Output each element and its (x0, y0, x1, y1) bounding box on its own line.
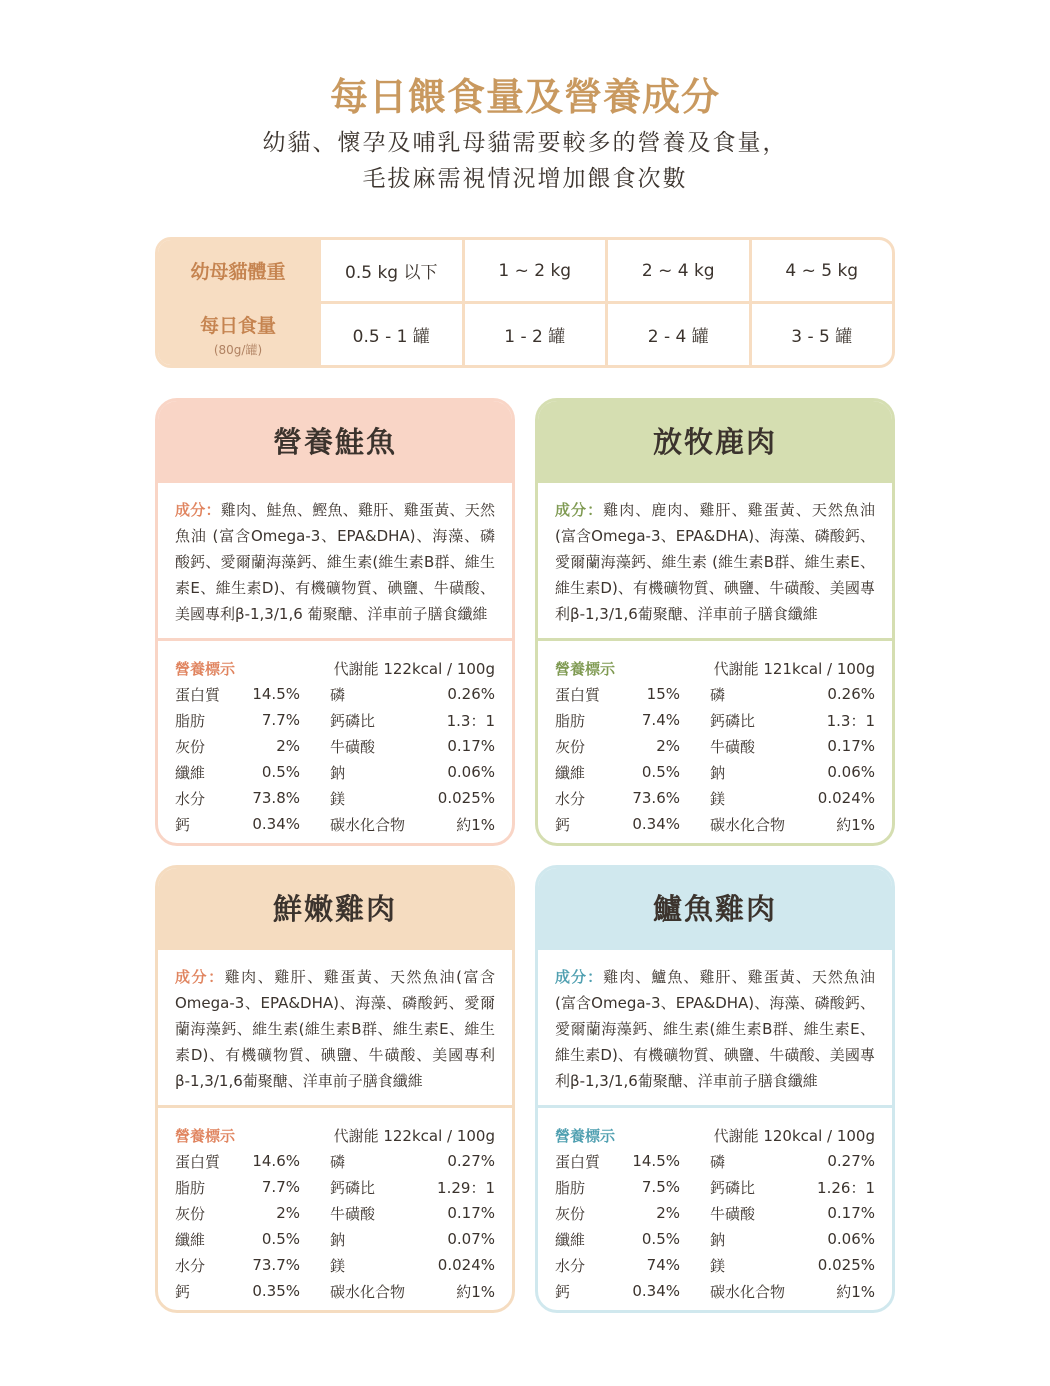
nutrient-name: 磷 (330, 1152, 346, 1171)
nutrition-row (555, 1226, 875, 1252)
nutrient-value: 15% (646, 685, 680, 703)
nutrient-value: 0.025% (817, 1256, 875, 1274)
nutrient-value: 7.7% (261, 711, 300, 729)
nutrient-value: 約1% (836, 1282, 875, 1301)
weight-cell: 1 ~ 2 kg (462, 240, 606, 301)
nutrition-row (175, 707, 495, 733)
amount-cell: 1 - 2 罐 (462, 304, 606, 365)
nutrient-name: 水分 (175, 789, 206, 808)
nutrient-name: 鈣磷比 (710, 1178, 756, 1197)
ingredients-label: 成分： (555, 968, 604, 986)
nutrient-value: 1.26：1 (817, 1178, 875, 1197)
weight-header-label: 幼母貓體重 (190, 261, 286, 283)
nutrition-block (538, 1105, 892, 1304)
nutrient-value: 0.17% (827, 737, 875, 755)
ingredients-label: 成分： (175, 501, 221, 519)
nutrient-name: 鎂 (710, 1256, 726, 1275)
product-card-bass (535, 865, 895, 1313)
page-title: 每日餵食量及營養成分 (329, 75, 720, 119)
weight-cell: 0.5 kg 以下 (318, 240, 462, 301)
ingredients-block (158, 480, 512, 638)
nutrition-row (175, 1278, 495, 1304)
nutrient-value: 0.26% (827, 685, 875, 703)
nutrition-block (158, 1105, 512, 1304)
nutrition-row (555, 1278, 875, 1304)
nutrient-name: 磷 (330, 685, 346, 704)
product-card-chicken (155, 865, 515, 1313)
nutrient-value: 0.5% (261, 1230, 300, 1248)
nutrient-value: 0.34% (632, 815, 680, 833)
amount-cell: 2 - 4 罐 (605, 304, 749, 365)
nutrition-row (555, 681, 875, 707)
nutrient-name: 磷 (710, 1152, 726, 1171)
product-name: 營養鮭魚 (158, 401, 512, 480)
nutrient-value: 約1% (456, 815, 495, 834)
nutrient-value: 1.3：1 (826, 711, 875, 730)
product-card-salmon (155, 398, 515, 846)
nutrient-value: 0.025% (437, 789, 495, 807)
nutrient-name: 纖維 (175, 763, 206, 782)
nutrient-name: 灰份 (555, 1204, 586, 1223)
nutrition-row (175, 759, 495, 785)
nutrient-value: 0.17% (447, 737, 495, 755)
nutrient-value: 14.6% (252, 1152, 300, 1170)
ingredients-label: 成分： (175, 968, 225, 986)
nutrient-name: 纖維 (555, 1230, 586, 1249)
nutrient-name: 鈣磷比 (330, 711, 376, 730)
nutrient-value: 0.27% (447, 1152, 495, 1170)
nutrient-name: 牛磺酸 (710, 737, 756, 756)
nutrient-name: 碳水化合物 (330, 1282, 406, 1301)
ingredients-text: 雞肉、雞肝、雞蛋黃、天然魚油(富含Omega-3、EPA&DHA)、海藻、磷酸鈣、愛爾蘭海藻鈣、維生素(維生素B群、維生素E、維生素D)、有機礦物質、碘鹽、牛磺酸、美國專利β-1,3/1,6葡聚醣、洋車前子膳食纖維 (175, 968, 495, 1090)
ingredients-block (538, 947, 892, 1105)
nutrient-name: 水分 (555, 789, 586, 808)
nutrient-value: 2% (656, 737, 680, 755)
feeding-weight-row (158, 240, 892, 304)
nutrition-row (175, 1252, 495, 1278)
nutrient-value: 0.17% (827, 1204, 875, 1222)
nutrient-value: 0.06% (827, 763, 875, 781)
nutrient-name: 牛磺酸 (330, 1204, 376, 1223)
nutrient-name: 鈉 (710, 1230, 726, 1249)
nutrient-name: 磷 (710, 685, 726, 704)
product-name: 鮮嫩雞肉 (158, 868, 512, 947)
nutrient-value: 0.06% (827, 1230, 875, 1248)
amount-cell: 3 - 5 罐 (749, 304, 893, 365)
feeding-table (155, 237, 895, 368)
nutrient-name: 纖維 (555, 763, 586, 782)
nutrient-name: 鈉 (330, 763, 346, 782)
nutrition-row (555, 1174, 875, 1200)
nutrient-value: 73.8% (252, 789, 300, 807)
nutrition-row (555, 707, 875, 733)
nutrient-value: 0.024% (817, 789, 875, 807)
weight-cell: 4 ~ 5 kg (749, 240, 893, 301)
nutrient-value: 14.5% (632, 1152, 680, 1170)
nutrient-value: 0.35% (252, 1282, 300, 1300)
nutrient-name: 牛磺酸 (330, 737, 376, 756)
nutrition-row (555, 733, 875, 759)
nutrition-label: 營養標示 (555, 659, 616, 678)
nutrition-row (555, 759, 875, 785)
nutrition-label: 營養標示 (175, 1126, 236, 1145)
nutrient-value: 0.06% (447, 763, 495, 781)
weight-header (158, 240, 318, 301)
nutrient-value: 7.4% (641, 711, 680, 729)
nutrition-block (538, 638, 892, 837)
ingredients-text: 雞肉、鮭魚、鰹魚、雞肝、雞蛋黃、天然魚油 (富含Omega-3、EPA&DHA)、海藻、磷酸鈣、愛爾蘭海藻鈣、維生素(維生素B群、維生素E、維生素D)、有機礦物質、碘鹽、牛磺酸、美國專利β-1,3/1,6 葡聚醣、洋車前子膳食纖維 (175, 501, 495, 623)
amount-header-label: 每日食量 (199, 315, 276, 337)
nutrition-row (175, 1200, 495, 1226)
nutrient-value: 1.3：1 (446, 711, 495, 730)
nutrient-value: 約1% (836, 815, 875, 834)
product-card-deer (535, 398, 895, 846)
nutrient-name: 脂肪 (555, 1178, 586, 1197)
nutrition-row (555, 811, 875, 837)
energy-value: 代謝能 122kcal / 100g (333, 659, 495, 678)
ingredients-block (158, 947, 512, 1105)
nutrition-row (175, 1174, 495, 1200)
nutrient-value: 2% (276, 737, 300, 755)
nutrition-row (555, 1200, 875, 1226)
nutrient-name: 蛋白質 (175, 1152, 221, 1171)
page-subtitle-line-2: 毛拔麻需視情況增加餵食次數 (362, 166, 688, 192)
nutrient-value: 0.34% (252, 815, 300, 833)
nutrient-value: 約1% (456, 1282, 495, 1301)
nutrition-row (175, 681, 495, 707)
nutrient-name: 水分 (175, 1256, 206, 1275)
nutrition-row (175, 811, 495, 837)
ingredients-text: 雞肉、鹿肉、雞肝、雞蛋黃、天然魚油 (富含Omega-3、EPA&DHA)、海藻、磷酸鈣、愛爾蘭海藻鈣、維生素 (維生素B群、維生素E、維生素D)、有機礦物質、碘鹽、牛磺酸、美國專利β-1,3/1,6葡聚醣、洋車前子膳食纖維 (555, 501, 875, 623)
nutrient-name: 鎂 (330, 789, 346, 808)
nutrient-value: 73.6% (632, 789, 680, 807)
nutrition-row (175, 1148, 495, 1174)
nutrition-row (175, 1226, 495, 1252)
amount-header-unit: (80g/罐) (213, 343, 263, 357)
nutrient-name: 灰份 (555, 737, 586, 756)
nutrition-row (555, 785, 875, 811)
nutrition-label: 營養標示 (175, 659, 236, 678)
nutrient-value: 0.5% (641, 1230, 680, 1248)
nutrient-value: 0.34% (632, 1282, 680, 1300)
nutrient-value: 2% (656, 1204, 680, 1222)
nutrition-label: 營養標示 (555, 1126, 616, 1145)
amount-cell: 0.5 - 1 罐 (318, 304, 462, 365)
nutrient-name: 鈣 (175, 815, 191, 834)
nutrient-name: 鎂 (710, 789, 726, 808)
nutrition-row (555, 1252, 875, 1278)
amount-header (158, 304, 318, 365)
nutrient-name: 碳水化合物 (710, 1282, 786, 1301)
nutrient-name: 灰份 (175, 737, 206, 756)
nutrient-value: 73.7% (252, 1256, 300, 1274)
nutrient-value: 0.024% (437, 1256, 495, 1274)
energy-value: 代謝能 120kcal / 100g (713, 1126, 875, 1145)
nutrient-value: 2% (276, 1204, 300, 1222)
nutrition-block (158, 638, 512, 837)
nutrient-name: 灰份 (175, 1204, 206, 1223)
ingredients-text: 雞肉、鱸魚、雞肝、雞蛋黃、天然魚油 (富含Omega-3、EPA&DHA)、海藻、磷酸鈣、愛爾蘭海藻鈣、維生素(維生素B群、維生素E、維生素D)、有機礦物質、碘鹽、牛磺酸、美國專利β-1,3/1,6葡聚醣、洋車前子膳食纖維 (555, 968, 875, 1090)
ingredients-block (538, 480, 892, 638)
nutrient-name: 脂肪 (175, 1178, 206, 1197)
nutrient-value: 1.29：1 (437, 1178, 495, 1197)
nutrient-value: 7.5% (641, 1178, 680, 1196)
nutrient-value: 0.26% (447, 685, 495, 703)
energy-value: 代謝能 122kcal / 100g (333, 1126, 495, 1145)
nutrient-name: 蛋白質 (555, 1152, 601, 1171)
nutrient-value: 14.5% (252, 685, 300, 703)
nutrient-name: 脂肪 (555, 711, 586, 730)
nutrient-value: 0.07% (447, 1230, 495, 1248)
ingredients-label: 成分： (555, 501, 604, 519)
nutrient-name: 蛋白質 (175, 685, 221, 704)
product-name: 鱸魚雞肉 (538, 868, 892, 947)
nutrient-value: 0.17% (447, 1204, 495, 1222)
weight-cell: 2 ~ 4 kg (605, 240, 749, 301)
nutrient-name: 碳水化合物 (710, 815, 786, 834)
nutrient-value: 0.5% (261, 763, 300, 781)
nutrient-name: 鈣 (555, 1282, 571, 1301)
nutrient-name: 蛋白質 (555, 685, 601, 704)
nutrition-row (175, 785, 495, 811)
energy-value: 代謝能 121kcal / 100g (713, 659, 875, 678)
product-name: 放牧鹿肉 (538, 401, 892, 480)
nutrient-name: 脂肪 (175, 711, 206, 730)
nutrient-value: 74% (646, 1256, 680, 1274)
nutrition-row (555, 1148, 875, 1174)
nutrient-value: 0.27% (827, 1152, 875, 1170)
page-subtitle-line-1: 幼貓、懷孕及哺乳母貓需要較多的營養及食量， (262, 130, 788, 156)
nutrient-name: 牛磺酸 (710, 1204, 756, 1223)
nutrient-value: 0.5% (641, 763, 680, 781)
nutrient-name: 鈣磷比 (710, 711, 756, 730)
nutrition-row (175, 733, 495, 759)
nutrient-name: 鈣 (175, 1282, 191, 1301)
nutrient-name: 鈣磷比 (330, 1178, 376, 1197)
nutrient-name: 鈉 (710, 763, 726, 782)
nutrient-name: 鈉 (330, 1230, 346, 1249)
nutrient-name: 鈣 (555, 815, 571, 834)
nutrient-name: 水分 (555, 1256, 586, 1275)
nutrient-name: 纖維 (175, 1230, 206, 1249)
nutrient-name: 碳水化合物 (330, 815, 406, 834)
feeding-amount-row (158, 304, 892, 365)
nutrient-value: 7.7% (261, 1178, 300, 1196)
nutrient-name: 鎂 (330, 1256, 346, 1275)
